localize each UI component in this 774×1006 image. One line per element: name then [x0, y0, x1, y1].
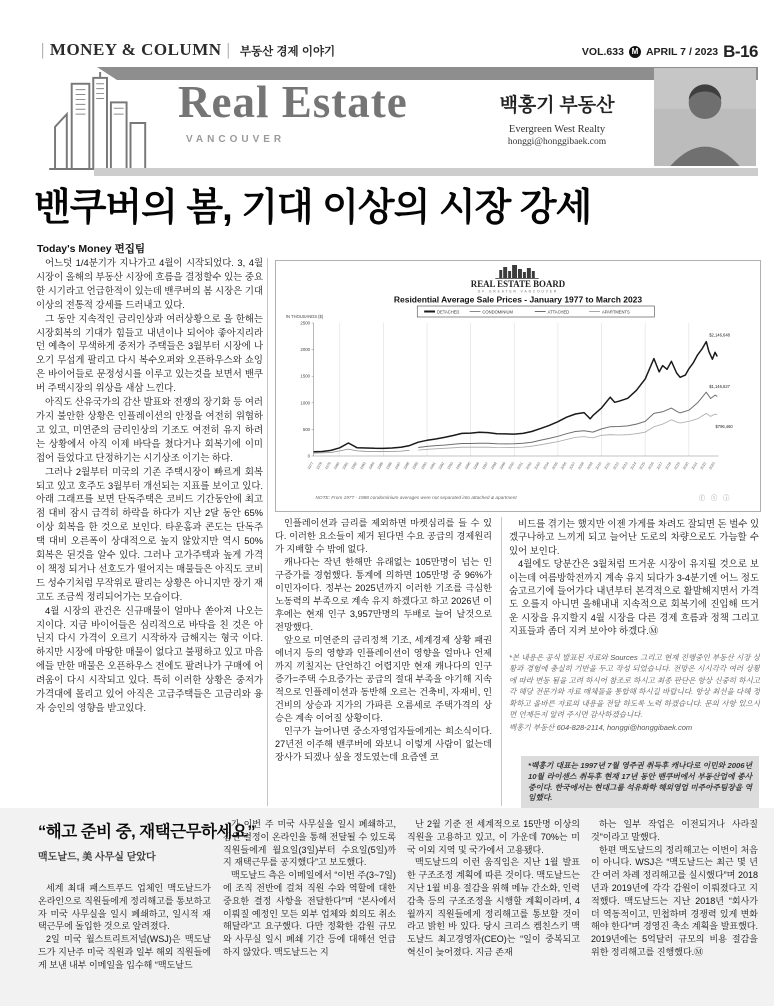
svg-text:2007: 2007: [568, 461, 577, 471]
svg-text:1500: 1500: [300, 373, 311, 379]
svg-text:1985: 1985: [376, 461, 385, 471]
paragraph: 세계 최대 패스트푸드 업체인 맥도날드가 온라인으로 직원들에게 정리해고를 통보하고자 미국 사무실을 일시 폐쇄하고, 일시적 재택근무에 돌입한 것으로 알려졌다.: [38, 883, 211, 932]
svg-text:2020: 2020: [682, 461, 690, 471]
svg-text:2000: 2000: [300, 347, 311, 353]
svg-text:1977: 1977: [306, 461, 315, 471]
svg-text:1998: 1998: [490, 461, 498, 471]
author-email: honggi@honggibaek.com: [507, 137, 607, 147]
paragraph: 난 2월 기준 전 세계적으로 15만명 이상의 직원을 고용하고 있고, 이 가운데 70%는 미국 이외 지역 및 국가에서 고용됐다.: [407, 819, 580, 855]
svg-text:$2,146,648: $2,146,648: [709, 332, 730, 338]
contact-line: 백홍기 부동산 604-828-2114, honggi@honggibaek.com: [509, 723, 693, 733]
paragraph: 아직도 산유국가의 감산 발표와 전쟁의 장기화 등 여러가지 불안한 상황은 인플레이션의 안정을 여전히 위협하고 있고, 미연준의 금리인상의 기조도 여전히 유지 하려는 상황에서 아직 이제 바닥을 쳤다거나 회복기에 이미 접어 들었다고 단정하기는 시기상조 이기는 하다.: [36, 396, 263, 463]
section-kicker: [36, 40, 335, 60]
chart-org-sub: OF GREATER VANCOUVER: [477, 289, 559, 294]
section-title: MONEY & COLUMN: [49, 40, 222, 59]
chart-org: REAL ESTATE BOARD: [470, 278, 566, 290]
svg-text:1993: 1993: [446, 461, 455, 471]
author-block: [472, 90, 642, 147]
money-badge-icon: M: [629, 46, 641, 58]
svg-text:0: 0: [307, 453, 311, 459]
chart-canvas: [276, 261, 760, 511]
second-article-headline: “해고 준비 중, 재택근무하세요”: [38, 823, 256, 841]
masthead: [36, 64, 758, 178]
paragraph: 그러나 2월부터 미국의 기존 주택시장이 빠르게 회복되고 있고 호주도 3월부터 개선되는 지표를 보이고 있다. 아래 그래프를 보면 단독주택은 코비드 기간동안에 최고점 대비 잠시 급격히 하락을 하다가 지난 2달 동안 65% 이상 회복을 한 것으로 보인다. 타운홈과 콘도는 단독주택 대비 오른폭이 상대적으로 높지 않았지만 역시 50% 회복은 된것을 알수 있다. 그러나 고가주택과 높게 가격이 책정 되거나 선호도가 떨어지는 매물들은 아직도 코비드 성수기처럼 무작위로 팔리는 상황은 아니지만 장기 재고도 조금씩 정리되어가는 모습이다.: [36, 465, 263, 602]
rebgv-skyline-icon: [495, 265, 538, 279]
svg-text:2021: 2021: [690, 461, 699, 471]
second-article: [0, 808, 774, 1006]
svg-text:2002: 2002: [525, 461, 533, 471]
article-column-2: [275, 517, 492, 806]
page-number: B-16: [723, 42, 758, 61]
volume-label: VOL.633: [581, 46, 624, 58]
svg-text:1987: 1987: [394, 461, 402, 471]
svg-text:1992: 1992: [437, 461, 446, 471]
svg-text:2004: 2004: [542, 461, 551, 471]
svg-text:1990: 1990: [420, 461, 428, 471]
svg-text:2016: 2016: [647, 461, 655, 471]
svg-text:1997: 1997: [481, 461, 489, 471]
paragraph: 캐나다는 작년 한해만 유래없는 105만명이 넘는 인구증가를 경험했다. 통계에 의하면 105만명 중 96%가 이민자이다. 정부는 2025년까지 이러한 기조를 극심한 노동력의 부족으로 계속 유지 하겠다고 하고 2026년 이후에는 현재 인구 3,957만명의 두배로 늘어 날것으로 전망했다.: [275, 557, 492, 632]
svg-text:2017: 2017: [655, 461, 664, 471]
paragraph: 인플레이션과 금리를 제외하면 마켓심리를 들 수 있다. 이러한 요소들이 제거 된다면 수요 공급의 경제원리가 지배할 수 밖에 없다.: [275, 518, 492, 554]
svg-text:1988: 1988: [402, 461, 411, 471]
portrait-silhouette: [654, 68, 756, 166]
svg-text:ATTACHED: ATTACHED: [547, 309, 570, 315]
page-header: [36, 40, 758, 64]
masthead-rule: [94, 168, 758, 176]
article-column-3: [509, 517, 759, 651]
svg-text:1996: 1996: [472, 461, 481, 471]
svg-text:$796,460: $796,460: [715, 423, 733, 429]
svg-text:1995: 1995: [463, 461, 472, 471]
article-column-1: [36, 256, 263, 806]
chart-note: NOTE: From 1977 - 1988 condominium averages were not separated into attached & apartment: [315, 495, 517, 502]
svg-text:2001: 2001: [516, 461, 524, 471]
article-byline: Today's Money 편집팀: [37, 243, 145, 255]
svg-text:1986: 1986: [385, 461, 393, 471]
svg-text:2023: 2023: [708, 461, 716, 471]
svg-text:2013: 2013: [621, 461, 629, 471]
paragraph: 그 동안 지속적인 금리인상과 여러상황으로 올 한해는 시장회복의 기대가 힘들고 내년이나 되어야 좋아지리라던 예측이 무색하게 중저가 주택들은 3월부터 시장에 나오기 무섭게 팔리고 다시 복수오퍼와 오픈하우스와 쇼잉은 바이어들로 문정성시를 이루고 있는것을 보면서 밴쿠버 주택시장의 위상을 새삼 느낀다.: [36, 312, 263, 394]
paragraph: 어느덧 1/4분기가 지나가고 4월이 시작되었다. 3, 4월 시장이 올해의 부동산 시장에 흐름을 결정할수 있는 중요한 시기라고 언급한적이 있는데 밴쿠버의 봄 시장은 기대 이상의 전통적 강세를 드러내고 있다.: [36, 257, 263, 310]
city-skyline-icon: [46, 72, 166, 170]
author-bio-box: *백홍기 대표는 1997년 7월 영주권 취득후 캐나다로 이민와 2006년 10월 라이센스 취득후 현재 17년 동안 밴쿠버에서 부동산업에 종사 중이다. 한국에서는 현대그룹 석유화학 해외영업 미주아주팀장을 역임했다.: [521, 756, 759, 812]
svg-text:1999: 1999: [498, 461, 507, 471]
footnote-text: *본 내용은 공식 발표된 자료와 Sources 그리고 현재 진행중인 부동산 시장 상황과 경험에 충실히 기반을 두고 작성 되었습니다. 전망은 시시각각 여러 상황에 따라 변동 됨을 고려 하시어 참조로 하시고 최종 판단은 항상 신중히 하시고 각 해당 전문가와 자료 매체들을 통합해 하시길 바랍니다. 항상 최선을 다해 정확하고 올바른 자료의 내용을 전달 하도록 노력 하겠습니다. 문의 사항 있으시면 언제든지 알려 주시면 감사하겠습니다.: [509, 653, 760, 720]
issue-info: [582, 42, 758, 62]
author-name: 백홍기 부동산: [499, 95, 615, 116]
social-icons: ⓕ ⓣ ⓘ: [698, 494, 732, 503]
chart-y-axis-label: IN THOUSANDS ($): [285, 313, 324, 320]
svg-text:1984: 1984: [367, 461, 376, 471]
paragraph: 하는 일부 작업은 이전되거나 사라질 것”이라고 말했다.: [591, 819, 758, 842]
article-footnote: [509, 652, 760, 752]
svg-text:1980: 1980: [333, 461, 341, 471]
svg-text:2008: 2008: [577, 461, 585, 471]
svg-text:APARTMENTS: APARTMENTS: [601, 309, 630, 315]
divider: |: [41, 40, 45, 59]
svg-text:500: 500: [302, 426, 311, 432]
svg-text:1979: 1979: [324, 461, 332, 471]
svg-text:1978: 1978: [315, 461, 324, 471]
svg-text:CONDOMINIUM: CONDOMINIUM: [482, 309, 513, 315]
paragraph: 4월 시장의 관건은 신규매물이 얼마나 쏟아져 나오는지이다. 지금 바이어들은 심리적으로 바닥을 친 것은 아닌지 다시 가격이 오르기 시작하자 급해지는 형국 이다. 하지만 시장에 마땅한 매물이 없다고 불평하고 있고 마음에들 만한 매물은 오픈하우스 전에도 팔려나가 구매에 어려움이 다시 시작되고 있다. 특히 이러한 상황은 중저가 가격대에 몰리고 있어 아직은 고급주택들은 고금리와 융자 승인의 영향을 받고있다.: [36, 604, 263, 713]
paragraph: 맥도날드의 이런 움직임은 지난 1월 발표한 구조조정 계획에 따른 것이다. 맥도날드는 지난 1월 비용 절감을 위해 메뉴 간소화, 인력 감축 등의 구조조정을 시행할 계획이라며, 4월까지 직원들에게 정리해고를 통보할 것이라고 밝힌 바 있다. 당시 크리스 켐친스키 맥도날드 최고경영자(CEO)는 “일이 중복되고 혁신이 늦어졌다. 지금 존재: [407, 857, 580, 957]
svg-text:2018: 2018: [664, 461, 673, 471]
svg-text:2012: 2012: [612, 461, 620, 471]
svg-text:2500: 2500: [300, 320, 311, 326]
paragraph: 앞으로 미연준의 금리정책 기조, 세계경제 상황 패권 에너지 등의 영향과 인플레이션이 영향을 얼마나 언제까지 끼칠지는 단언하긴 어렵지만 현재 캐나다의 인구증가=주택 수요증가는 공급의 절대 부족을 야기해 지속적으로 인플레이션과 동반해 오르는 건축비, 자재비, 인건비의 상승과 지가의 가파른 오름세로 주택가격의 상승은 계속 이어질 상황이다.: [275, 635, 492, 723]
paragraph: 비드를 겪기는 했지만 이젠 가게를 차려도 잘되면 돈 벌수 있겠구나하고 느끼게 되고 늘어난 도로의 차량으로도 가늠할 수 있어 보인다.: [509, 518, 759, 556]
svg-text:1981: 1981: [341, 461, 350, 471]
svg-text:1991: 1991: [429, 461, 437, 471]
paragraph: 4월에도 당분간은 3월처럼 뜨거운 시장이 유지될 것으로 보이는데 여름방학전까지 계속 유지 되다가 3-4분기엔 어느 정도 숨고르기에 들어가다 내년부터 본격적으로 활발해지면서 가격도 오를지 아니면 올해내내 지속적으로 회복기에 진입해 뜨거운 시장을 유지할지 4월 시장을 다른 경제 흐름과 정책 그리고 지표들과 좀더 지켜 보아야 하겠다.Ⓜ: [509, 558, 759, 637]
paragraph: 인구가 늘어나면 중소자영업자들에게는 희소식이다. 27년전 이주해 밴쿠버에 와보니 이렇게 사람이 없는데 장사가 되겠나 싶을 정도였는데 요즘엔 코: [275, 726, 492, 762]
svg-text:1983: 1983: [359, 461, 367, 471]
svg-text:2014: 2014: [629, 461, 638, 471]
svg-text:2006: 2006: [559, 461, 568, 471]
svg-text:1989: 1989: [411, 461, 420, 471]
svg-text:2009: 2009: [586, 461, 594, 471]
svg-text:2011: 2011: [603, 461, 612, 471]
svg-text:2000: 2000: [507, 461, 516, 471]
article-headline: 밴쿠버의 봄, 기대 이상의 시장 강세: [34, 187, 592, 229]
author-portrait: [654, 68, 756, 166]
svg-text:2019: 2019: [673, 461, 681, 471]
svg-text:2010: 2010: [594, 461, 603, 471]
paragraph: 2일 미국 월스트리트저널(WSJ)은 맥도날드가 지난주 미국 직원과 일부 해외 직원들에게 보낸 내부 이메일을 입수해 “맥도날드: [38, 934, 211, 970]
svg-text:2005: 2005: [551, 461, 559, 471]
chart-title: Residential Average Sale Prices - January 1977 to March 2023: [393, 294, 643, 305]
masthead-title: Real Estate: [178, 77, 408, 127]
svg-text:2015: 2015: [638, 461, 647, 471]
column-rule: [501, 517, 502, 806]
issue-date: APRIL 7 / 2023: [645, 46, 719, 58]
svg-text:DETACHED: DETACHED: [437, 309, 460, 315]
svg-text:$1,146,627: $1,146,627: [709, 384, 730, 390]
svg-text:2022: 2022: [699, 461, 708, 471]
column-rule: [267, 258, 268, 806]
svg-text:2003: 2003: [533, 461, 542, 471]
paragraph: 가 이번 주 미국 사무실을 일시 폐쇄하고, 감원 결정이 온라인을 통해 전달될 수 있도록 직원들에게 월요일(3일)부터 수요일(5일)까지 재택근무를 공지했다”고 보도했다.: [223, 819, 396, 868]
masthead-subtitle: VANCOUVER: [186, 134, 286, 145]
divider: |: [226, 40, 231, 59]
chart-plot-area: [300, 306, 733, 470]
author-agency: Evergreen West Realty: [508, 124, 606, 135]
section-subtitle: 부동산 경제 이야기: [239, 46, 336, 58]
second-article-column-3: [407, 818, 580, 1002]
paragraph: 맥도날드 측은 이메일에서 “이번 주(3~7일)에 조직 전반에 걸쳐 직원 수와 역할에 대한 중요한 결정 사항을 전달한다”며 “본사에서 이뤄질 예정인 모든 외부 업체와 회의도 취소해달라”고 요구했다. 다만 정확한 감원 규모와 사무실 일시 폐쇄 기간 등에 대해선 언급하지 않았다. 맥도날드는 지: [223, 870, 396, 957]
second-article-column-1: [38, 882, 211, 1002]
svg-text:1000: 1000: [300, 400, 311, 406]
price-chart: [275, 260, 761, 512]
second-article-column-4: [591, 818, 758, 1002]
second-article-column-2: [223, 818, 396, 1002]
second-article-subheadline: 맥도날드, 美 사무실 닫았다: [38, 852, 156, 863]
svg-text:1982: 1982: [350, 461, 359, 471]
svg-text:1994: 1994: [455, 461, 463, 471]
paragraph: 한편 맥도날드의 정리해고는 이번이 처음이 아니다. WSJ은 “맥도날드는 최근 몇 년간 여러 차례 정리해고를 실시했다”며 2018년과 2019년에 각각 감원이 이뤄졌다고 지적했다. 맥도날드는 지난 2018년 “회사가 더 역동적이고, 민첩하며 경쟁력 있게 변화해야 한다”며 경영진 축소 계획을 발표했다. 2019년에는 5억달러 규모의 비용 절감을 위한 정리해고를 진행했다.Ⓜ: [591, 844, 758, 957]
